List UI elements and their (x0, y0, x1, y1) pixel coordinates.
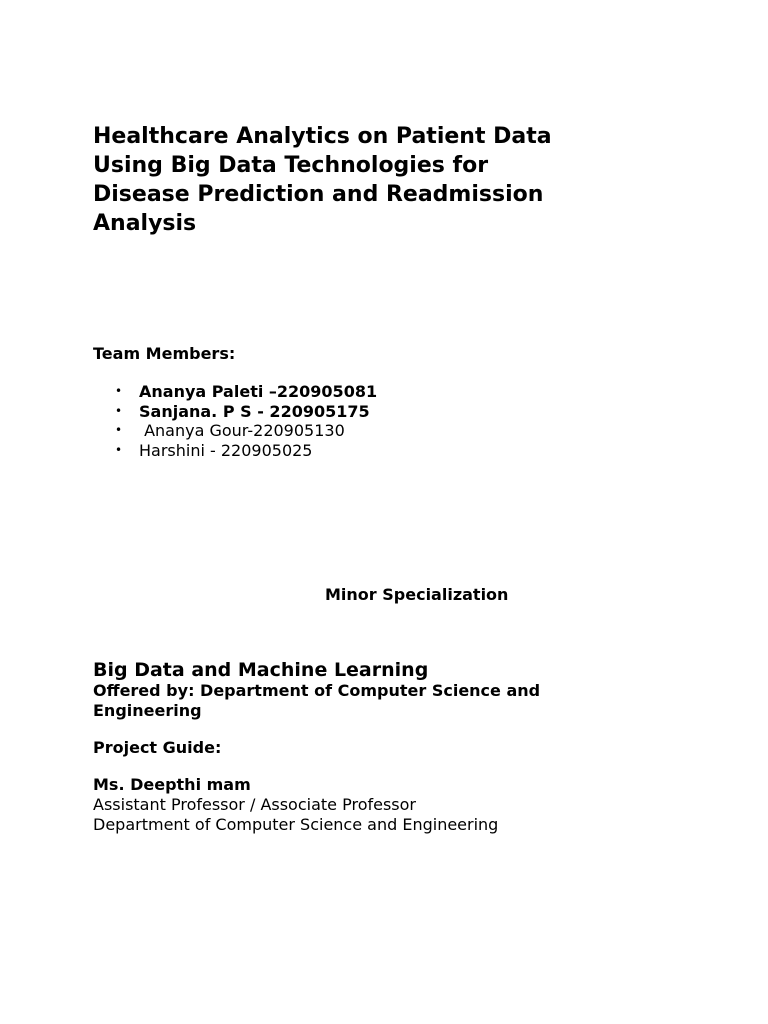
list-item (93, 402, 377, 422)
member-name: Sanjana. P S - 220905175 (139, 401, 370, 421)
guide-name: Ms. Deepthi mam (93, 775, 251, 794)
member-name: Harshini - 220905025 (139, 441, 313, 461)
list-item (93, 421, 377, 441)
document-title (93, 122, 693, 238)
member-name: Ananya Paleti –220905081 (139, 382, 378, 401)
minor-specialization-label: Minor Specialization (325, 585, 509, 604)
list-item (93, 382, 377, 402)
bullet-icon: • (115, 443, 123, 458)
offered-by: Offered by: Department of Computer Science and Engineering (93, 681, 541, 720)
title-line: Analysis (93, 211, 197, 236)
specialization-title: Big Data and Machine Learning (93, 659, 429, 681)
guide-role: Assistant Professor / Associate Professor (93, 795, 416, 814)
project-guide-heading: Project Guide: (93, 738, 222, 757)
team-members-list (93, 382, 377, 461)
team-members-heading: Team Members: (93, 344, 236, 363)
title-line: Using Big Data Technologies for (93, 153, 489, 178)
title-line: Disease Prediction and Readmission (93, 182, 544, 207)
title-line: Healthcare Analytics on Patient Data (93, 124, 552, 149)
member-name: Ananya Gour-220905130 (139, 421, 345, 441)
list-item (93, 441, 377, 461)
bullet-icon: • (115, 423, 123, 438)
bullet-icon: • (115, 403, 123, 418)
bullet-icon: • (115, 384, 123, 398)
guide-department: Department of Computer Science and Engineering (93, 815, 499, 834)
